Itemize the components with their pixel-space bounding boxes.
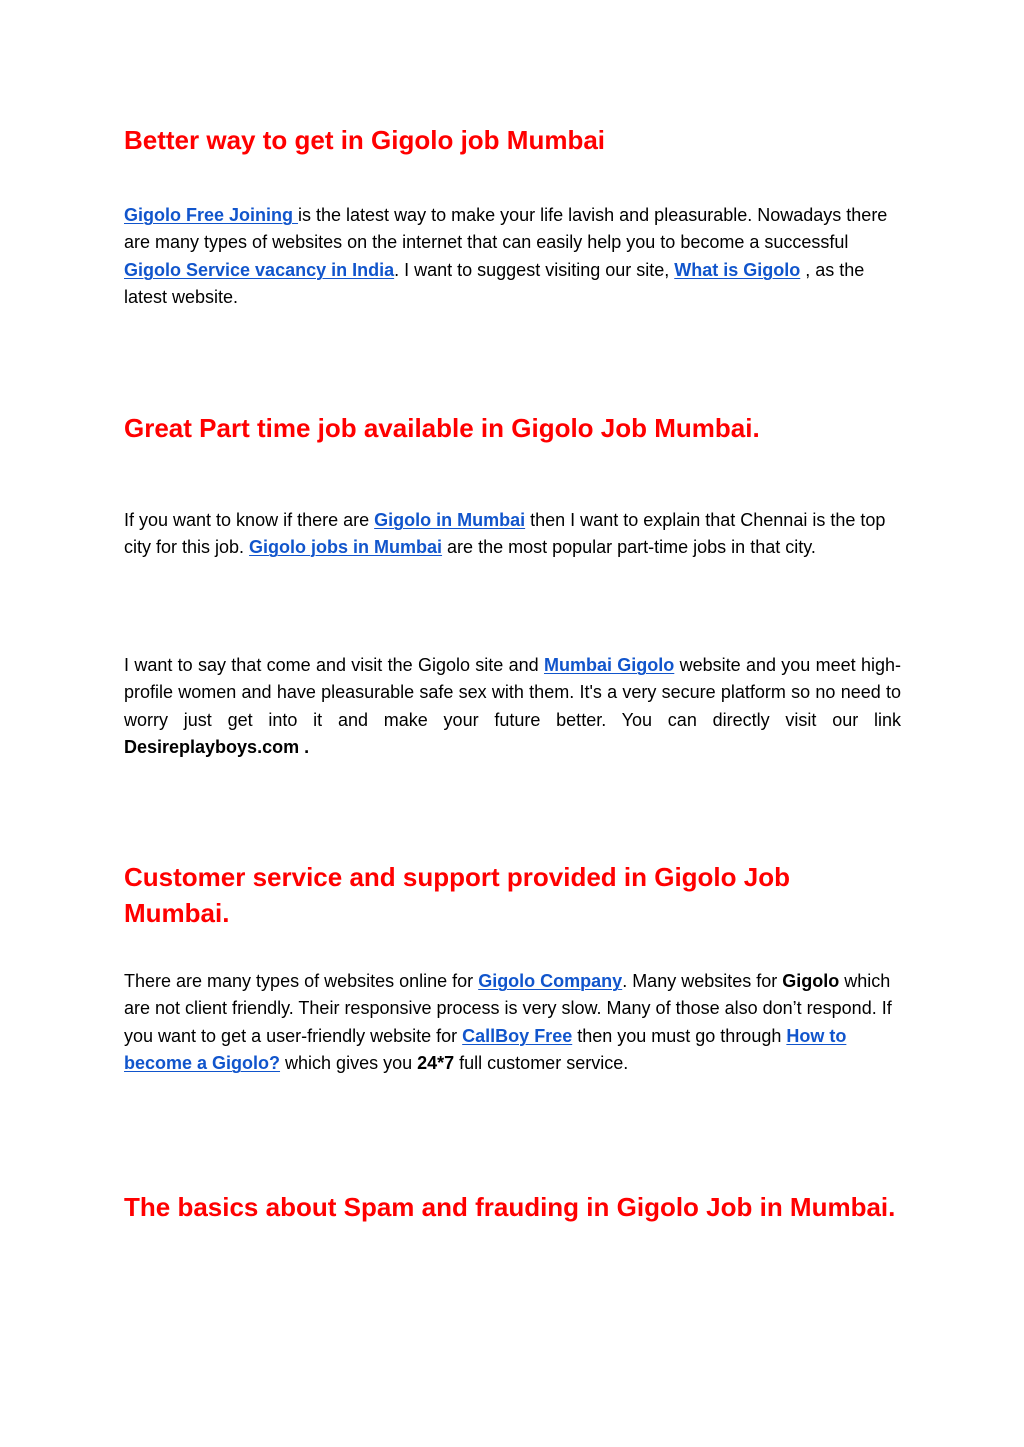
link-gigolo-service-vacancy-india[interactable]: Gigolo Service vacancy in India xyxy=(124,259,395,280)
paragraph-text: I want to say that come and visit the Gigolo site and xyxy=(124,655,544,675)
section-heading-customer-service: Customer service and support provided in Gigolo Job Mumbai. xyxy=(124,862,790,928)
bold-gigolo: Gigolo xyxy=(782,971,840,991)
paragraph-text: then you must go through xyxy=(572,1025,787,1046)
link-callboy-free[interactable]: CallBoy Free xyxy=(462,1025,573,1046)
link-how-to-become-gigolo[interactable]: How to become a Gigolo? xyxy=(124,1025,847,1074)
paragraph-part-time xyxy=(124,507,901,562)
link-mumbai-gigolo[interactable]: Mumbai Gigolo xyxy=(543,655,675,675)
paragraph-text: are the most popular part-time jobs in that city. xyxy=(442,537,816,558)
paragraph-text: website and you meet high-profile women and have pleasurable safe sex with them. It's a very secure platform so no need to worry just get into it and make your future better. You can directly visit our link xyxy=(124,655,901,730)
link-what-is-gigolo[interactable]: What is Gigolo xyxy=(674,259,801,280)
link-gigolo-in-mumbai[interactable]: Gigolo in Mumbai xyxy=(374,510,526,530)
paragraph-text: then I want to explain that Chennai is the top city for this job. xyxy=(124,510,886,558)
paragraph-text: is the latest way to make your life lavish and pleasurable. Nowadays there are many types of websites on the internet that can easily help you to become a successful xyxy=(124,205,888,253)
link-gigolo-company[interactable]: Gigolo Company xyxy=(478,971,623,991)
paragraph-intro xyxy=(124,202,901,312)
bold-24-7: 24*7 xyxy=(417,1053,455,1074)
link-gigolo-jobs-in-mumbai[interactable]: Gigolo jobs in Mumbai xyxy=(249,537,443,558)
paragraph-visit-site xyxy=(124,652,901,762)
paragraph-text: , as the latest website. xyxy=(124,259,865,308)
paragraph-text: . Many websites for xyxy=(622,971,783,991)
bold-site-name: Desireplayboys.com . xyxy=(124,737,310,758)
section-heading-part-time-job: Great Part time job available in Gigolo Job Mumbai. xyxy=(124,413,760,443)
paragraph-customer-service xyxy=(124,968,901,1078)
paragraph-text: which gives you xyxy=(280,1053,418,1074)
paragraph-text: If you want to know if there are xyxy=(124,510,375,530)
paragraph-text: which are not client friendly. Their responsive process is very slow. Many of those also don’t respond. If you want to get a user-friendly website for xyxy=(124,971,892,1046)
paragraph-text: . I want to suggest visiting our site, xyxy=(394,259,675,280)
link-gigolo-free-joining[interactable]: Gigolo Free Joining xyxy=(124,205,299,225)
section-heading-spam-frauding: The basics about Spam and frauding in Gigolo Job in Mumbai. xyxy=(124,1192,896,1222)
paragraph-text: full customer service. xyxy=(454,1053,629,1074)
paragraph-text: There are many types of websites online for xyxy=(124,971,479,991)
section-heading-better-way: Better way to get in Gigolo job Mumbai xyxy=(124,125,606,155)
